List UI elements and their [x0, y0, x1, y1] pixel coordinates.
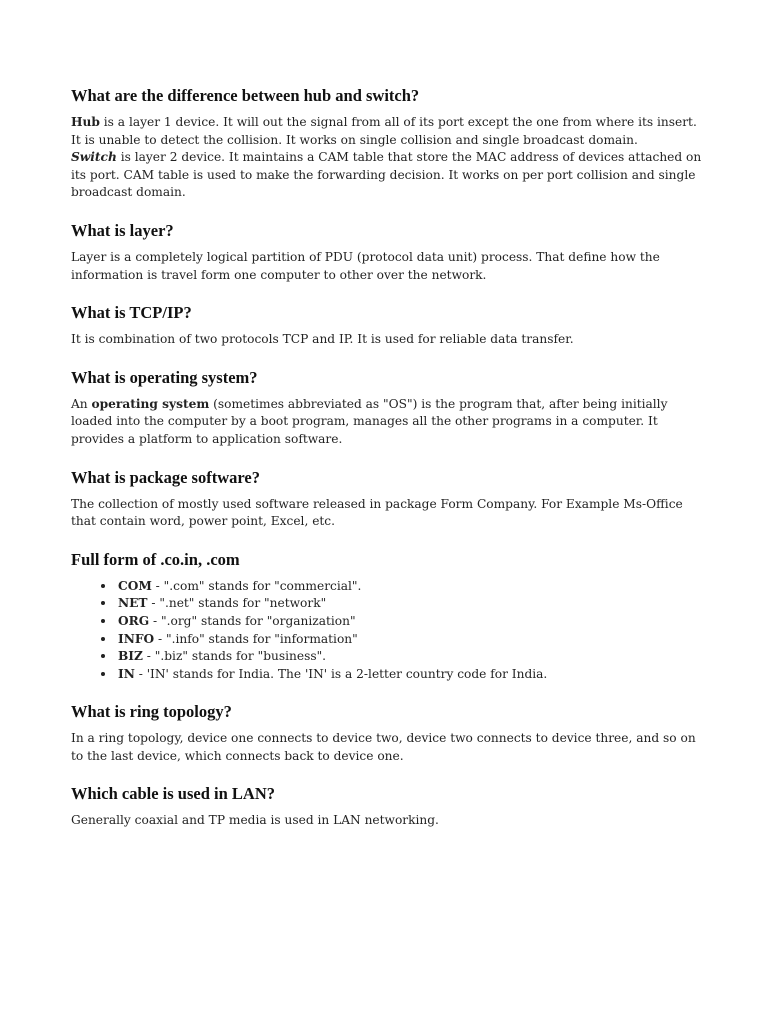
section-heading: Which cable is used in LAN?: [71, 784, 275, 804]
hub-text: is a layer 1 device. It will out the signal from all of its port except the one from where its insert. It is unable to detect the collision. It works on single collision and single broadcast domain.: [71, 115, 697, 147]
section-text: It is combination of two protocols TCP and IP. It is used for reliable data transfer.: [71, 332, 574, 347]
section-heading: Full form of .co.in, .com: [71, 549, 240, 569]
list-term: ORG: [118, 613, 150, 628]
list-term: COM: [118, 578, 152, 593]
os-text: (sometimes abbreviated as "OS") is the program that, after being initially loaded into the computer by a boot program, manages all the other programs in a computer. It provides a platform to application software.: [71, 396, 668, 446]
section-text: Layer is a completely logical partition of PDU (protocol data unit) process. That define how the information is travel form one computer to other over the network.: [71, 249, 660, 282]
section-text: The collection of mostly used software released in package Form Company. For Example Ms-Office that contain word, power point, Excel, etc.: [71, 496, 683, 529]
list-term: NET: [118, 596, 148, 611]
switch-text: is layer 2 device. It maintains a CAM table that store the MAC address of devices attached on its port. CAM table is used to make the forwarding decision. It works on per port collision and single broadcast domain.: [71, 150, 702, 200]
list-item: [116, 648, 708, 666]
list-item: [116, 578, 708, 596]
section-heading: What is TCP/IP?: [71, 303, 192, 323]
list-term: INFO: [118, 631, 155, 646]
list-item: [116, 595, 708, 613]
hub-term: Hub: [71, 115, 100, 129]
switch-paragraph: [71, 149, 708, 202]
switch-term: Switch: [71, 150, 117, 165]
section-package-software: [71, 466, 708, 531]
list-term: BIZ: [118, 649, 143, 664]
section-text: In a ring topology, device one connects to device two, device two connects to device three, and so on to the last device, which connects back to device one.: [71, 731, 696, 763]
section-heading: What is layer?: [71, 220, 174, 240]
list-item: [116, 631, 708, 649]
section-heading: What are the difference between hub and switch?: [71, 86, 420, 105]
list-text: - ".info" stands for "information": [154, 631, 358, 646]
os-prefix: An: [71, 396, 92, 411]
domain-list: [71, 578, 708, 684]
section-text: Generally coaxial and TP media is used in LAN networking.: [71, 813, 439, 828]
section-lan-cable: [71, 782, 708, 830]
section-heading: What is package software?: [71, 467, 260, 487]
list-text: - ".com" stands for "commercial".: [151, 578, 362, 593]
section-heading: What is operating system?: [71, 367, 258, 387]
list-text: - ".org" stands for "organization": [149, 613, 356, 628]
section-text: [71, 396, 708, 449]
section-operating-system: [71, 366, 708, 449]
section-layer: [71, 219, 708, 284]
list-term: IN: [118, 666, 135, 681]
list-item: [116, 613, 708, 631]
section-hub-vs-switch: [71, 84, 708, 202]
section-tcp-ip: [71, 301, 708, 349]
section-ring-topology: [71, 700, 708, 765]
list-item: [116, 666, 708, 684]
list-text: - 'IN' stands for India. The 'IN' is a 2-letter country code for India.: [134, 666, 548, 681]
os-term: operating system: [91, 396, 210, 411]
section-heading: What is ring topology?: [71, 702, 232, 722]
list-text: - ".net" stands for "network": [147, 596, 327, 611]
hub-paragraph: [71, 114, 708, 149]
list-text: - ".biz" stands for "business".: [142, 649, 327, 664]
section-full-forms: [71, 548, 708, 684]
